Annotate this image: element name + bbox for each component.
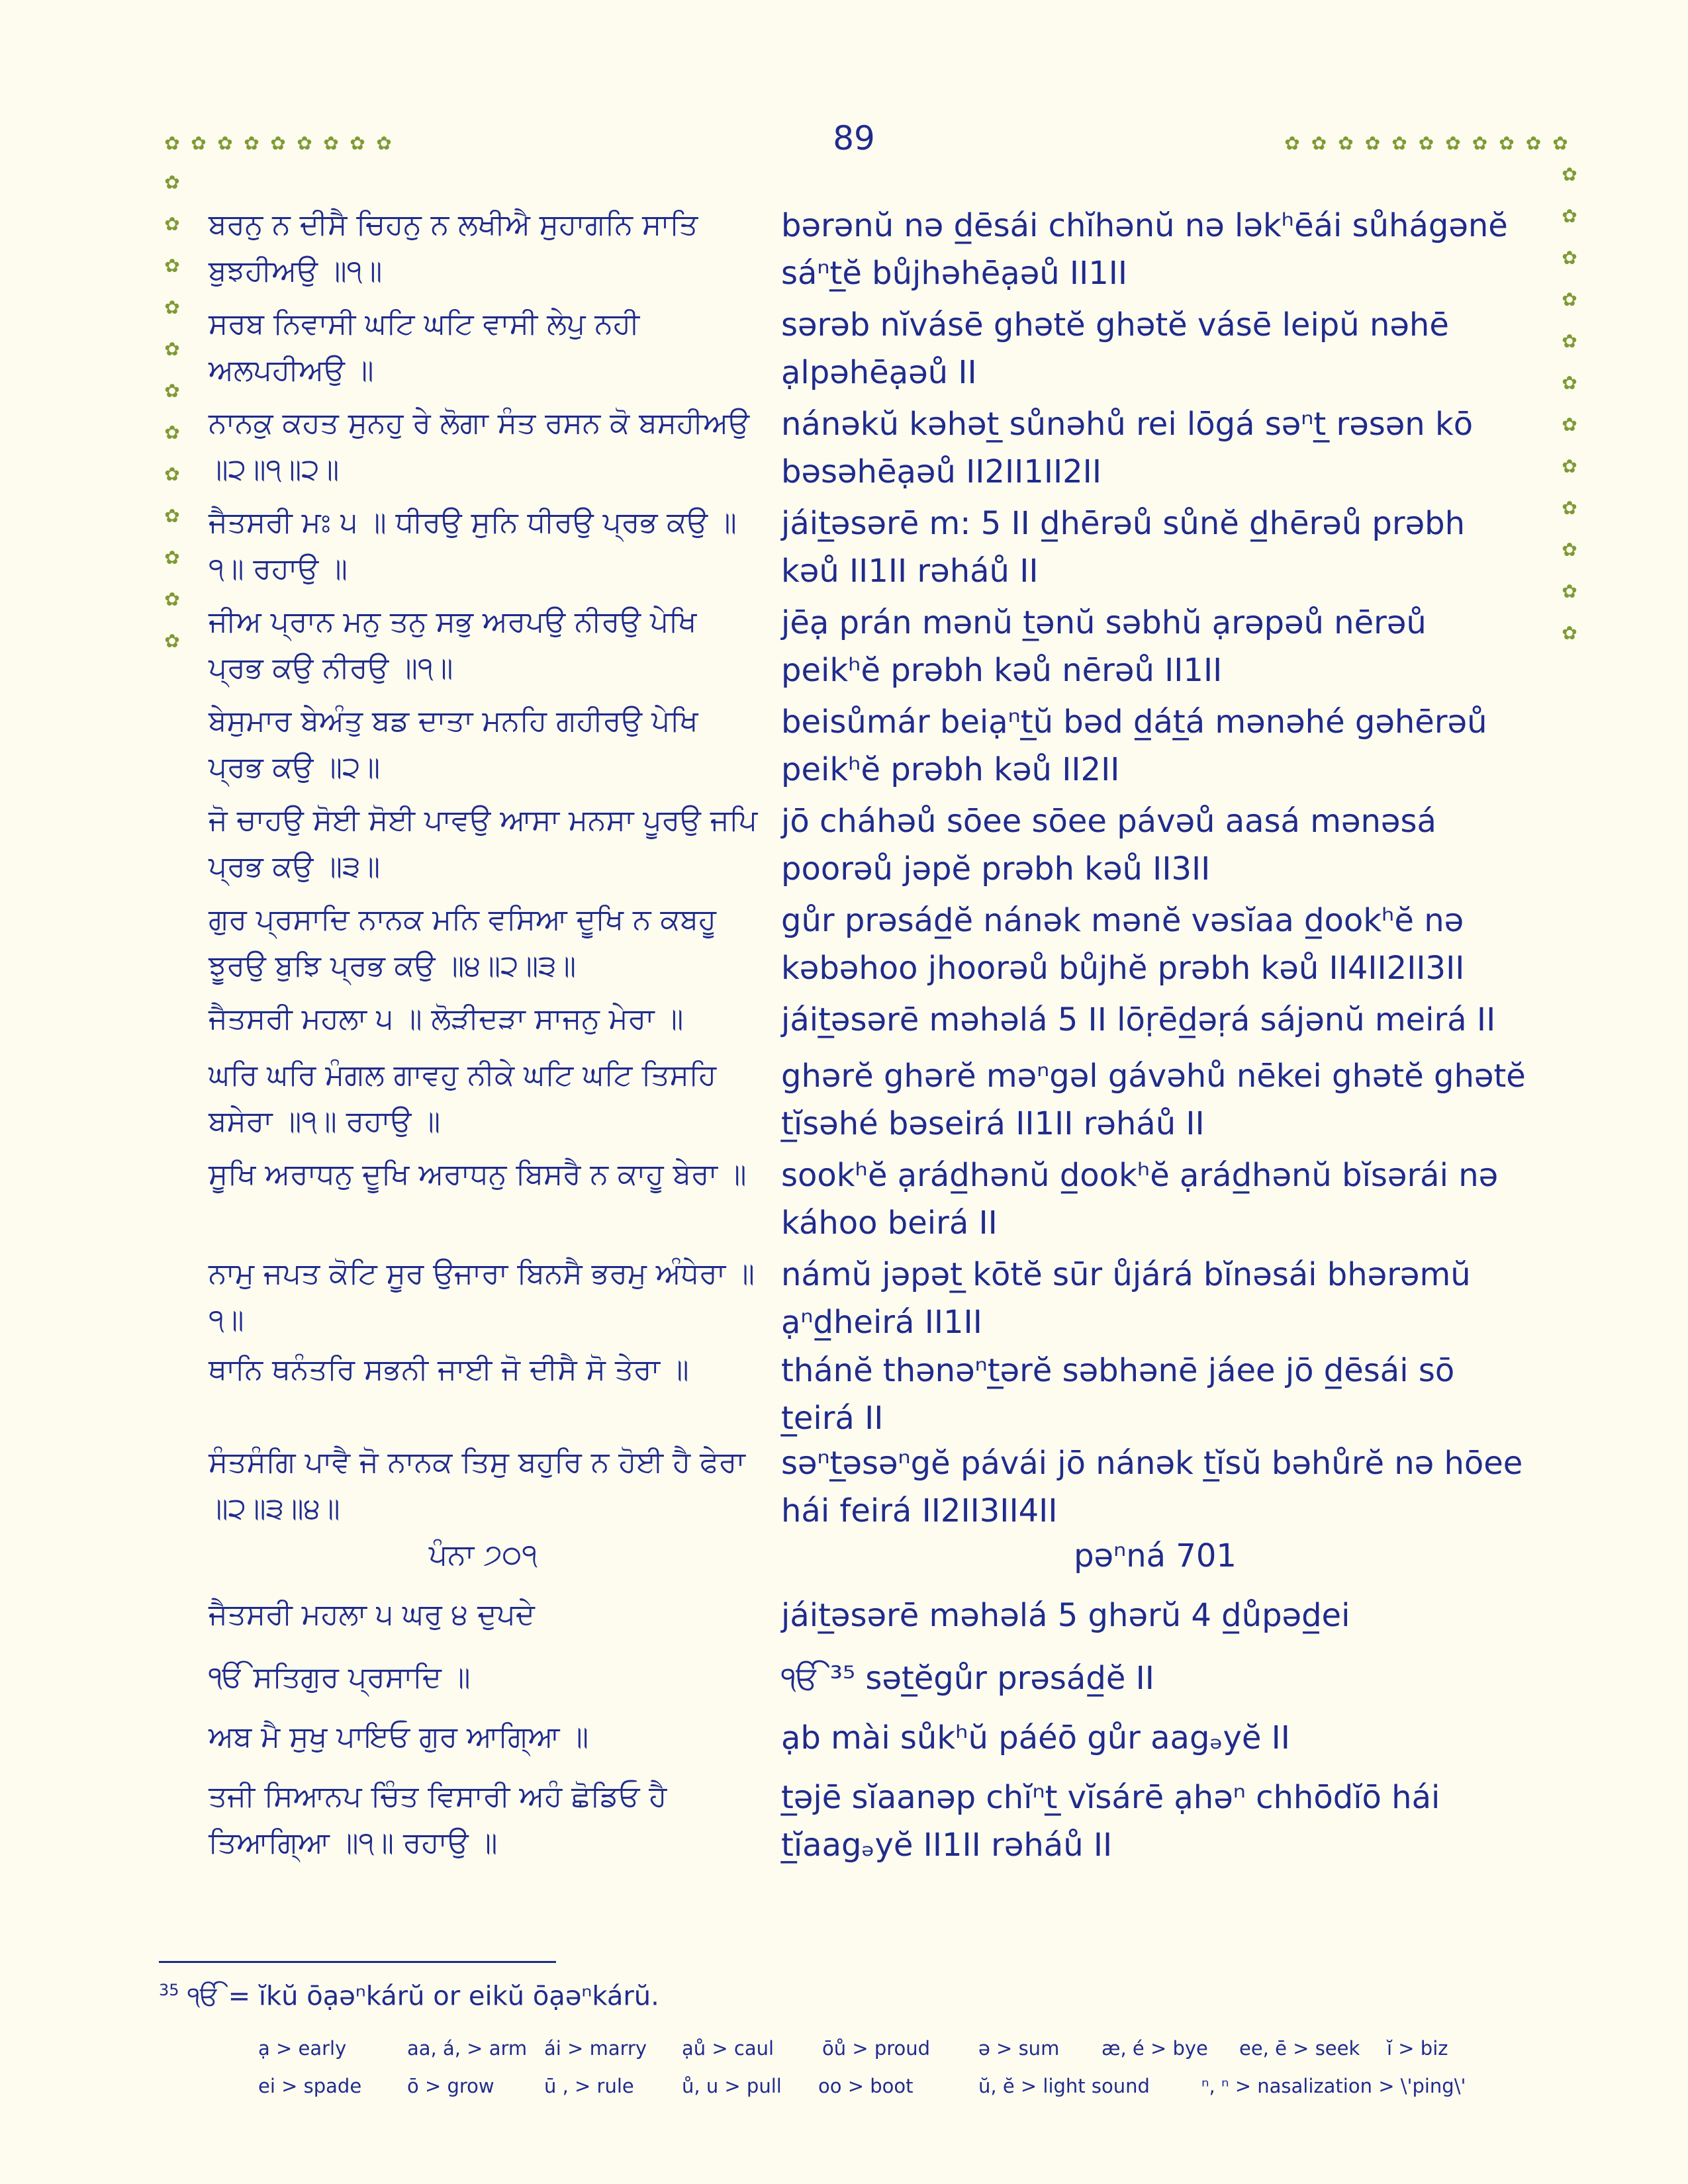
- transliteration-line: ghərĕ ghərĕ məⁿgəl gávəhů nēkei ghətĕ ghətĕ t̲ĭsəhé bəseirá II1II rəháů II: [781, 1058, 1526, 1142]
- flower-ornament-icon: ✿: [191, 132, 207, 154]
- transliteration-line: thánĕ thənəⁿt̲ərĕ səbhənē jáee jō d̲ēsái sō t̲eirá II: [781, 1352, 1455, 1437]
- flower-ornament-icon: ✿: [376, 132, 392, 154]
- flower-ornament-icon: ✿: [164, 338, 180, 360]
- flower-ornament-icon: ✿: [164, 422, 180, 443]
- transliteration-line: sərəb nĭvásē ghətĕ ghətĕ vásē leipŭ nəhē ạlpəhēạəů II: [781, 306, 1449, 391]
- flower-ornament-icon: ✿: [1525, 132, 1542, 154]
- gurmukhi-line: ਅਬ ਮੈ ਸੁਖੁ ਪਾਇਓ ਗੁਰ ਆਗਿ੍ਆ ॥: [209, 1720, 589, 1754]
- flower-ornament-icon: ✿: [164, 380, 180, 402]
- gurmukhi-line: ਗੁਰ ਪ੍ਰਸਾਦਿ ਨਾਨਕ ਮਨਿ ਵਸਿਆ ਦੂਖਿ ਨ ਕਬਹੂ ਝੂਰਉ ਬੁਝਿ ਪ੍ਰਭ ਕਉ ॥੪॥੨॥੩॥: [209, 903, 716, 983]
- flower-ornament-icon: ✿: [1562, 497, 1577, 519]
- gurmukhi-line: ਜੈਤਸਰੀ ਮਃ ੫ ॥ ਧੀਰਉ ਸੁਨਿ ਧੀਰਉ ਪ੍ਰਭ ਕਉ ॥੧॥ ਰਹਾਉ ॥: [209, 506, 737, 586]
- flower-ornament-icon: ✿: [164, 296, 180, 318]
- flower-ornament-icon: ✿: [1284, 132, 1300, 154]
- transliteration-line: námŭ jəpət̲ kōtĕ sūr ůjárá bĭnəsái bhərəmŭ ạⁿd̲heirá II1II: [781, 1256, 1471, 1341]
- key-item: ⁿ, ⁿ > nasalization > \'ping\': [1201, 2075, 1466, 2097]
- key-item: ōů > proud: [822, 2037, 931, 2060]
- transliteration-line: nánəkŭ kəhət̲ sůnəhů rei lōgá səⁿt̲ rəsən kō bəsəhēạəů II2II1II2II: [781, 406, 1474, 490]
- key-item: ů, u > pull: [682, 2075, 782, 2097]
- gurmukhi-line: ਬੇਸੁਮਾਰ ਬੇਅੰਤੁ ਬਡ ਦਾਤਾ ਮਨਹਿ ਗਹੀਰਉ ਪੇਖਿ ਪ੍ਰਭ ਕਉ ॥੨॥: [209, 704, 698, 784]
- gurmukhi-line: ਸੰਤਸੰਗਿ ਪਾਵੈ ਜੋ ਨਾਨਕ ਤਿਸੁ ਬਹੁਰਿ ਨ ਹੋਈ ਹੈ ਫੇਰਾ ॥੨॥੩॥੪॥: [209, 1445, 745, 1525]
- flower-ornament-icon: ✿: [164, 588, 180, 610]
- key-item: oo > boot: [818, 2075, 914, 2097]
- transliteration-line: sookʰĕ ạrád̲hənŭ d̲ookʰĕ ạrád̲hənŭ bĭsərái nə káhoo beirá II: [781, 1157, 1499, 1242]
- flower-ornament-icon: ✿: [164, 255, 180, 277]
- key-item: ū , > rule: [544, 2075, 634, 2097]
- gurmukhi-line: ਜੈਤਸਰੀ ਮਹਲਾ ੫ ॥ ਲੋੜੀਦੜਾ ਸਾਜਨੁ ਮੇਰਾ ॥: [209, 1002, 684, 1036]
- panna-gurmukhi: ਪੰਨਾ ੭੦੧: [428, 1538, 538, 1572]
- flower-ornament-icon: ✿: [1499, 132, 1515, 154]
- gurmukhi-line: ੴ ਸਤਿਗੁਰ ਪ੍ਰਸਾਦਿ ॥: [209, 1661, 471, 1694]
- footnote-divider: [159, 1961, 556, 1963]
- flower-ornament-icon: ✿: [1562, 330, 1577, 352]
- transliteration-line: jēạ prán mənŭ t̲ənŭ səbhŭ ạrəpəů nērəů peikʰĕ prəbh kəů nērəů II1II: [781, 604, 1427, 689]
- transliteration-line: jáit̲əsərē məhəlá 5 ghərŭ 4 d̲ůpəd̲ei: [781, 1597, 1350, 1634]
- key-item: ei > spade: [258, 2075, 362, 2097]
- flower-ornament-icon: ✿: [1562, 205, 1577, 227]
- gurmukhi-line: ਨਾਨਕੁ ਕਹਤ ਸੁਨਹੁ ਰੇ ਲੋਗਾ ਸੰਤ ਰਸਨ ਕੋ ਬਸਹੀਅਉ ॥੨॥੧॥੨॥: [209, 406, 749, 486]
- transliteration-line: jō cháhəů sōee sōee pávəů aasá mənəsá poorəů jəpĕ prəbh kəů II3II: [781, 803, 1436, 887]
- gurmukhi-line: ਸੂਖਿ ਅਰਾਧਨੁ ਦੂਖਿ ਅਰਾਧਨੁ ਬਿਸਰੈ ਨ ਕਾਹੂ ਬੇਰਾ ॥: [209, 1158, 747, 1191]
- key-item: æ, é > bye: [1102, 2037, 1208, 2060]
- flower-ornament-icon: ✿: [350, 132, 365, 154]
- transliteration-line: bərənŭ nə d̲ēsái chĭhənŭ nə ləkʰēái sůhágənĕ sáⁿt̲ĕ bůjhəhēạəů II1II: [781, 207, 1508, 292]
- transliteration-line: jáit̲əsərē məhəlá 5 II lōṛēd̲əṛá sájənŭ meirá II: [781, 1001, 1496, 1038]
- flower-ornament-icon: ✿: [164, 213, 180, 235]
- flower-ornament-icon: ✿: [1364, 132, 1381, 154]
- gurmukhi-line: ਥਾਨਿ ਥਨੰਤਰਿ ਸਭਨੀ ਜਾਈ ਜੋ ਦੀਸੈ ਸੋ ਤੇਰਾ ॥: [209, 1353, 689, 1387]
- key-item: ạ > early: [258, 2037, 347, 2060]
- flower-ornament-icon: ✿: [164, 630, 180, 652]
- gurmukhi-line: ਸਰਬ ਨਿਵਾਸੀ ਘਟਿ ਘਟਿ ਵਾਸੀ ਲੇਪੁ ਨਹੀ ਅਲਪਹੀਅਉ ॥: [209, 307, 640, 387]
- flower-ornament-icon: ✿: [1562, 163, 1577, 185]
- flower-ornament-icon: ✿: [1338, 132, 1354, 154]
- gurmukhi-line: ਬਰਨੁ ਨ ਦੀਸੈ ਚਿਹਨੁ ਨ ਲਖੀਐ ਸੁਹਾਗਨਿ ਸਾਤਿ ਬੁਝਹੀਅਉ ॥੧॥: [209, 208, 698, 288]
- footnote-text: ੴ = ĭkŭ ōạəⁿkárŭ or eikŭ ōạəⁿkárŭ.: [187, 1981, 659, 2012]
- key-item: ee, ē > seek: [1239, 2037, 1360, 2060]
- key-item: ái > marry: [544, 2037, 647, 2060]
- key-item: ə > sum: [978, 2037, 1060, 2060]
- transliteration-line: gůr prəsád̲ĕ nánək mənĕ vəsĭaa d̲ookʰĕ nə kəbəhoo jhoorəů bůjhĕ prəbh kəů II4II2II3II: [781, 902, 1465, 987]
- flower-ornament-icon: ✿: [270, 132, 286, 154]
- key-item: ō > grow: [407, 2075, 494, 2097]
- flower-ornament-icon: ✿: [1311, 132, 1327, 154]
- flower-ornament-icon: ✿: [164, 463, 180, 485]
- flower-ornament-icon: ✿: [1562, 414, 1577, 435]
- gurmukhi-line: ਜੀਅ ਪ੍ਰਾਨ ਮਨੁ ਤਨੁ ਸਭੁ ਅਰਪਉ ਨੀਰਉ ਪੇਖਿ ਪ੍ਰਭ ਕਉ ਨੀਰਉ ॥੧॥: [209, 605, 697, 685]
- flower-ornament-icon: ✿: [1562, 580, 1577, 602]
- flower-ornament-icon: ✿: [1418, 132, 1434, 154]
- panna-translit: pəⁿná 701: [1074, 1537, 1237, 1574]
- flower-ornament-icon: ✿: [1562, 372, 1577, 394]
- flower-ornament-icon: ✿: [323, 132, 339, 154]
- transliteration-line: ạb mài sůkʰŭ páéō gůr aagₔyĕ II: [781, 1719, 1290, 1756]
- flower-ornament-icon: ✿: [1445, 132, 1461, 154]
- key-item: ĭ > biz: [1387, 2037, 1448, 2060]
- footnote: [159, 1981, 659, 2011]
- key-item: ŭ, ĕ > light sound: [978, 2075, 1150, 2097]
- flower-ornament-icon: ✿: [164, 132, 180, 154]
- flower-ornament-icon: ✿: [1552, 132, 1568, 154]
- flower-ornament-icon: ✿: [1472, 132, 1488, 154]
- gurmukhi-line: ਤਜੀ ਸਿਆਨਪ ਚਿੰਤ ਵਿਸਾਰੀ ਅਹੰ ਛੋਡਿਓ ਹੈ ਤਿਆਗਿ੍ਆ ॥੧॥ ਰਹਾਉ ॥: [209, 1780, 667, 1860]
- flower-ornament-icon: ✿: [164, 171, 180, 193]
- footnote-mark: 35: [159, 1981, 179, 1999]
- transliteration-line: t̲əjē sĭaanəp chĭⁿt̲ vĭsárē ạhəⁿ chhōdĭō hái t̲ĭaagₔyĕ II1II rəháů II: [781, 1779, 1440, 1864]
- gurmukhi-line: ਜੈਤਸਰੀ ਮਹਲਾ ੫ ਘਰੁ ੪ ਦੁਪਦੇ: [209, 1598, 535, 1631]
- transliteration-line: səⁿt̲əsəⁿgĕ pávái jō nánək t̲ĭsŭ bəhůrĕ nə hōee hái feirá II2II3II4II: [781, 1445, 1523, 1529]
- flower-ornament-icon: ✿: [164, 547, 180, 569]
- transliteration-line: ੴ ³⁵ sət̲ĕgůr prəsád̲ĕ II: [781, 1660, 1154, 1697]
- gurmukhi-line: ਜੋ ਚਾਹਉ ਸੋਈ ਸੋਈ ਪਾਵਉ ਆਸਾ ਮਨਸਾ ਪੂਰਉ ਜਪਿ ਪ੍ਰਭ ਕਉ ॥੩॥: [209, 803, 758, 884]
- flower-ornament-icon: ✿: [1562, 289, 1577, 310]
- gurmukhi-line: ਘਰਿ ਘਰਿ ਮੰਗਲ ਗਾਵਹੁ ਨੀਕੇ ਘਟਿ ਘਟਿ ਤਿਸਹਿ ਬਸੇਰਾ ॥੧॥ ਰਹਾਉ ॥: [209, 1058, 717, 1138]
- flower-ornament-icon: ✿: [1562, 622, 1577, 644]
- flower-ornament-icon: ✿: [1562, 539, 1577, 561]
- flower-ornament-icon: ✿: [1562, 247, 1577, 269]
- flower-ornament-icon: ✿: [164, 505, 180, 527]
- key-item: ạů > caul: [682, 2037, 774, 2060]
- flower-ornament-icon: ✿: [244, 132, 259, 154]
- gurmukhi-line: ਨਾਮੁ ਜਪਤ ਕੋਟਿ ਸੂਰ ਉਜਾਰਾ ਬਿਨਸੈ ਭਰਮੁ ਅੰਧੇਰਾ ॥੧॥: [209, 1257, 755, 1337]
- flower-ornament-icon: ✿: [217, 132, 233, 154]
- flower-ornament-icon: ✿: [1391, 132, 1407, 154]
- page-number: 89: [833, 119, 875, 158]
- flower-ornament-icon: ✿: [1562, 455, 1577, 477]
- key-item: aa, á, > arm: [407, 2037, 528, 2060]
- transliteration-line: jáit̲əsərē m: 5 II d̲hērəů sůnĕ d̲hērəů prəbh kəů II1II rəháů II: [781, 505, 1466, 590]
- flower-ornament-icon: ✿: [297, 132, 312, 154]
- transliteration-line: beisůmár beiạⁿt̲ŭ bəd d̲át̲á mənəhé gəhērəů peikʰĕ prəbh kəů II2II: [781, 704, 1487, 788]
